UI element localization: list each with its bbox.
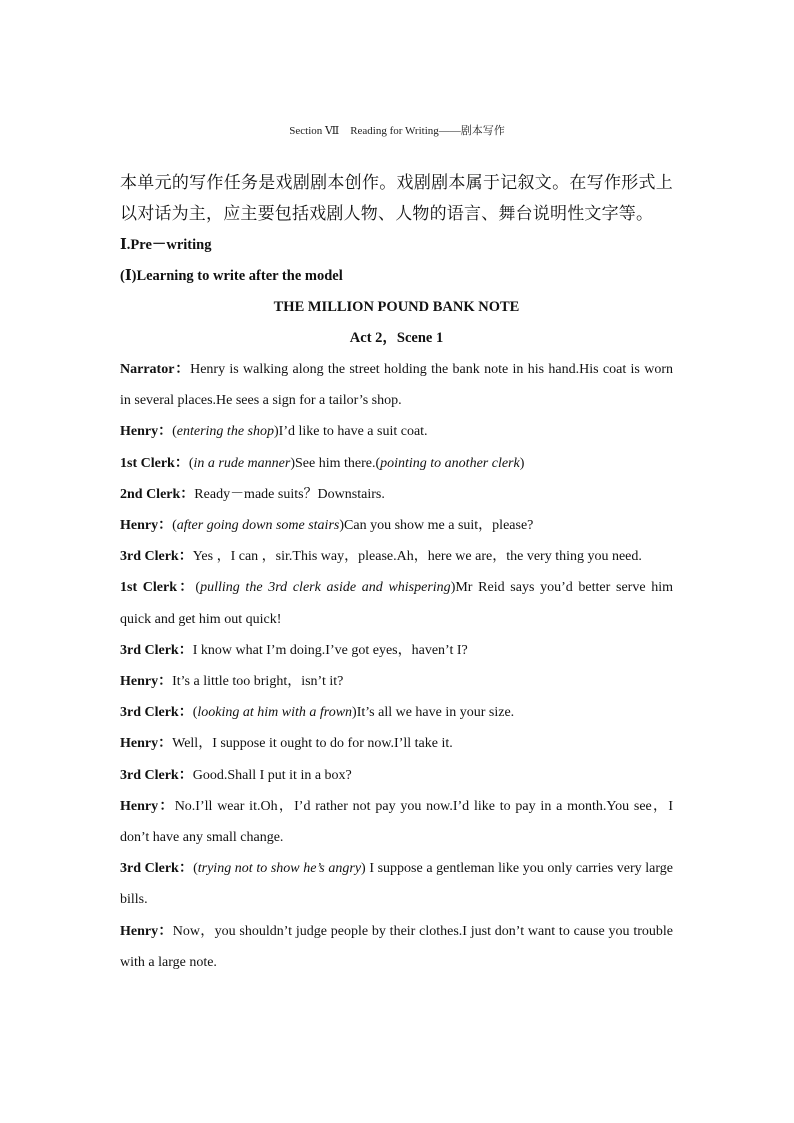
section-title: Section Ⅶ Reading for Writing——剧本写作 [289,125,505,137]
punct: ) [519,455,525,471]
dialogue-line [120,416,673,447]
line-text: No.I’ll wear it.Oh，I’d rather not pay you now.I’d like to pay in a month.You see，I don’t have any small change. [120,798,674,846]
line-text: )Mr Reid says you’d better serve him quick and get him out quick! [120,580,673,627]
dialogue-line [120,666,673,697]
dialogue-line [120,635,673,666]
stage-direction: after going down some stairs [176,518,340,534]
dialogue-line [120,510,673,541]
sub-heading: (Ⅰ)Learning to write after the model [120,268,343,284]
punct: ( [192,705,198,721]
dialogue-line [120,697,673,728]
speaker-name: Henry： [120,798,175,814]
dialogue-line [120,916,673,978]
punct: ( [195,580,201,596]
intro-paragraph: 本单元的写作任务是戏剧剧本创作。戏剧剧本属于记叙文。在写作形式上以对话为主，应主要包括戏剧人物、人物的语言、舞台说明性文字等。 [120,173,673,224]
speaker-name: Henry： [120,923,173,939]
line-text: Ready－made suits？Downstairs. [194,486,385,502]
dialogue-line [120,791,673,853]
line-text: ) I suppose a gentleman like you only carries very large bills. [120,861,673,908]
speaker-name: 3rd Clerk： [120,767,193,783]
part-heading: Ⅰ.Pre－writing [120,237,212,253]
scene-title: Act 2，Scene 1 [349,330,444,346]
speaker-name: 3rd Clerk： [120,549,193,565]
speaker-name: Henry： [120,518,173,534]
punct: ( [188,455,194,471]
speaker-name: Henry： [120,736,173,752]
line-text: Now，you shouldn’t judge people by their clothes.I just don’t want to cause you trouble with a large note. [120,923,673,970]
dialogue-line [120,853,673,915]
line-text: Well，I suppose it ought to do for now.I’ll take it. [172,736,453,752]
speaker-name: 3rd Clerk： [120,642,193,658]
line-text: )See him there.( [290,455,381,471]
dialogue-line [120,541,673,572]
speaker-name: 3rd Clerk： [120,861,194,877]
stage-direction: in a rude manner [193,455,291,471]
line-text: )I’d like to have a suit coat. [274,424,428,440]
line-text: )Can you show me a suit，please? [339,518,534,534]
document-body [120,168,673,978]
stage-direction: pointing to another clerk [380,455,520,471]
line-text: )It’s all we have in your size. [352,705,515,721]
play-title: THE MILLION POUND BANK NOTE [273,299,520,315]
line-text: It’s a little too bright，isn’t it? [172,674,344,690]
speaker-name: 2nd Clerk： [120,486,195,502]
speaker-name: 3rd Clerk： [120,705,193,721]
speaker-name: 1st Clerk： [120,580,196,596]
line-text: Henry is walking along the street holding the bank note in his hand.His coat is worn in several places.He sees a sign for a tailor’s shop. [120,362,673,409]
stage-direction: pulling the 3rd clerk aside and whispering [200,580,451,596]
stage-direction: trying not to show he’s angry [197,861,362,877]
line-text: I know what I’m doing.I’ve got eyes，haven’t I? [192,642,468,658]
speaker-name: Henry： [120,674,173,690]
stage-direction: entering the shop [176,424,274,440]
dialogue-line [120,728,673,759]
speaker-name: Henry： [120,424,173,440]
punct: ( [172,518,177,534]
dialogue-line [120,354,673,416]
speaker-name: 1st Clerk： [120,455,189,471]
dialogue-list [120,354,673,978]
dialogue-line [120,572,673,634]
dialogue-line [120,448,673,479]
stage-direction: looking at him with a frown [197,705,353,721]
punct: ( [193,861,198,877]
line-text: Good.Shall I put it in a box? [192,767,352,783]
line-text: Yes ，I can ，sir.This way，please.Ah，here we are，the very thing you need. [192,549,642,565]
dialogue-line [120,479,673,510]
dialogue-line [120,760,673,791]
speaker-name: Narrator： [120,362,191,377]
punct: ( [172,424,177,440]
